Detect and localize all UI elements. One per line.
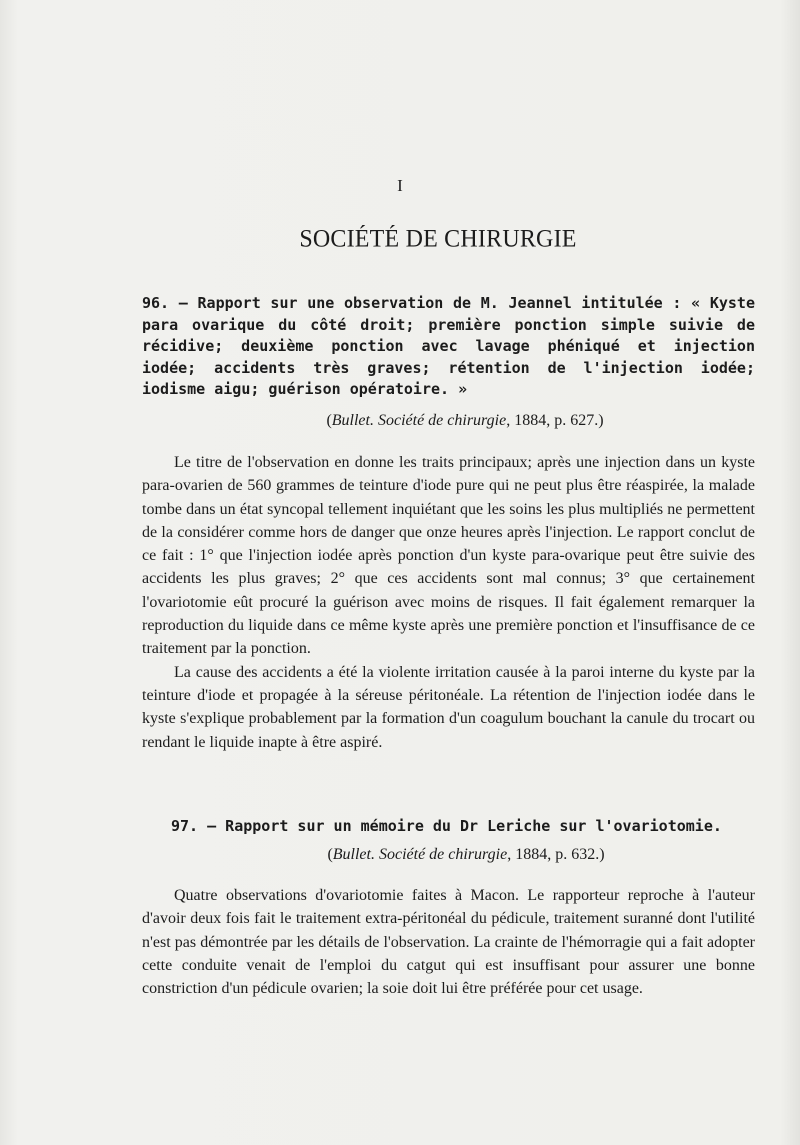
entry-number: 97. [171,817,199,835]
entry-97-body [142,884,755,1000]
citation-year-page: , 1884, p. 627. [506,412,599,429]
citation-open: ( [326,412,332,429]
entry-96-title [142,293,755,401]
citation-journal: Bullet. Société de chirurgie [332,846,508,863]
entry-96-body [142,451,755,754]
entry-number: 96. [142,294,170,312]
citation-open: ( [327,846,333,863]
section-number: I [397,176,403,195]
paragraph: La cause des accidents a été la violente irritation causée à la paroi interne du kyste par la teinture d'iode et propagée à la séreuse péritonéale. La rétention de l'injection iodée dans le kyste s'explique probablement par la formation d'un coagulum bouchant la canule du trocart ou rendant le liquide inapte à être aspiré. [142,663,755,751]
entry-97-citation [66,846,800,864]
section-title: SOCIÉTÉ DE CHIRURGIE [299,225,577,253]
entry-title-text: — Rapport sur une observation de M. Jeannel intitulée : « Kyste para ovarique du côté droit; première ponction simple suivie de récidive; deuxième ponction avec lavage phéniqué et injection iodée; accidents très graves; rétention de l'injection iodée; iodisme aigu; guérison opératoire. » [142,294,755,398]
citation-close: ) [599,846,605,863]
entry-97-title [171,816,771,838]
entry-title-text: — Rapport sur un mémoire du Dr Leriche sur l'ovariotomie. [207,817,722,835]
paragraph: Le titre de l'observation en donne les traits principaux; après une injection dans un kyste para-ovarien de 560 grammes de teinture d'iode pure qui ne peut plus être réaspirée, la malade tombe dans un état syncopal tellement inquiétant que les soins les plus multipliés ne permettent de la considérer comme hors de danger que onze heures après l'injection. Le rapport conclut de ce fait : 1° que l'injection iodée après ponction d'un kyste para-ovarique peut être suivie des accidents les plus graves; 2° que ces accidents sont mal connus; 3° que certainement l'ovariotomie eût procuré la guérison avec moins de risques. Il fait également remarquer la reproduction du liquide dans ce même kyste après une première ponction et l'insuffisance de ce traitement par la ponction. [142,454,755,658]
citation-journal: Bullet. Société de chirurgie [331,412,507,429]
citation-close: ) [598,412,604,429]
paragraph: Quatre observations d'ovariotomie faites à Macon. Le rapporteur reproche à l'auteur d'avoir deux fois fait le traitement extra-péritonéal du pédicule, traitement suranné dont l'utilité n'est pas démontrée par les détails de l'observation. La crainte de l'hémorragie qui a fait adopter cette conduite venait de l'emploi du catgut qui est insuffisant pour assurer une bonne constriction d'un pédicule ovarien; la soie doit lui être préférée pour cet usage. [142,887,755,998]
citation-year-page: , 1884, p. 632. [507,846,600,863]
entry-96-citation [65,412,800,430]
